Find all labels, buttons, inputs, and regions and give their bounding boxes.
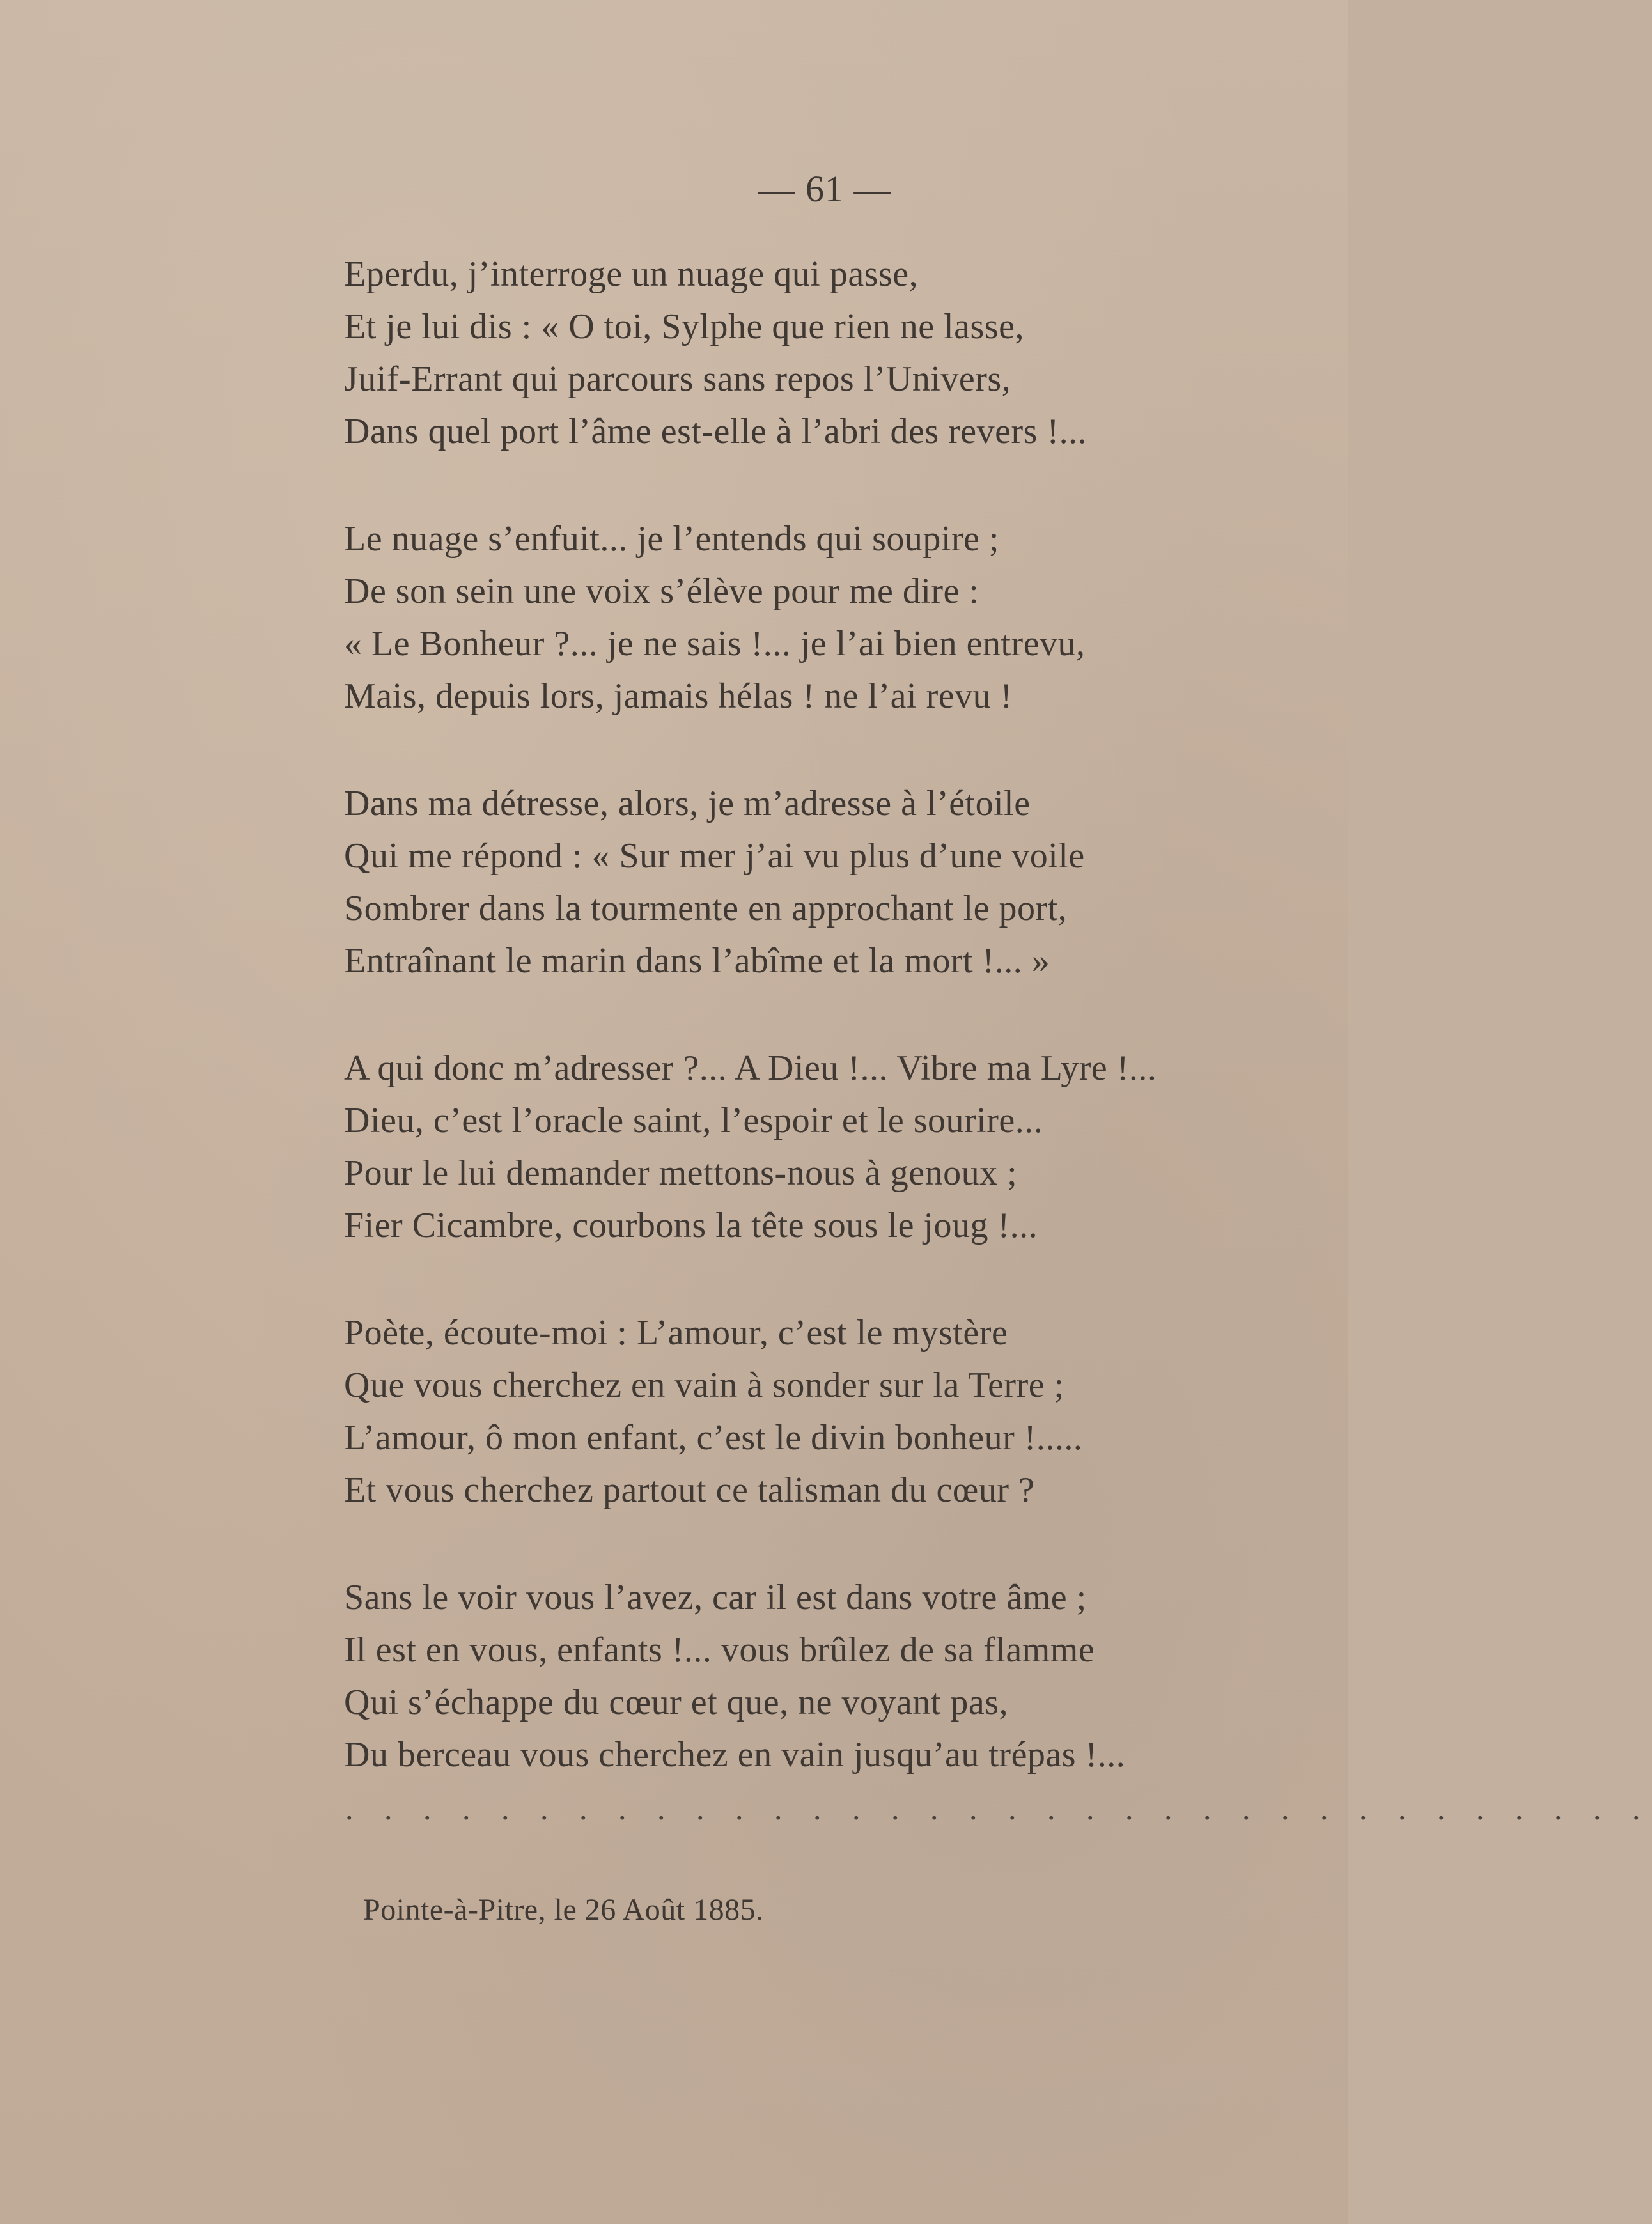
verse-line: Dans ma détresse, alors, je m’adresse à l’étoile [344,784,1031,823]
page-number: — 61 — [758,168,892,210]
verse-line: Juif-Errant qui parcours sans repos l’Univers, [344,359,1011,399]
verse-line: Et vous cherchez partout ce talisman du cœur ? [344,1470,1035,1510]
dotted-separator: . . . . . . . . . . . . . . . . . . . . . . . . . . . . . . . . . . [345,1791,1652,1826]
verse-line: Et je lui dis : « O toi, Sylphe que rien ne lasse, [344,307,1024,346]
verse-line: Pour le lui demander mettons-nous à genoux ; [344,1153,1018,1193]
signature-dateline: Pointe-à-Pitre, le 26 Août 1885. [363,1893,764,1927]
verse-line: Dieu, c’est l’oracle saint, l’espoir et le sourire... [344,1101,1043,1140]
verse-line: Sombrer dans la tourmente en approchant le port, [344,889,1068,928]
verse-line: L’amour, ô mon enfant, c’est le divin bonheur !..... [344,1418,1083,1458]
stanza-3 [344,777,1341,987]
verse-line: De son sein une voix s’élève pour me dire : [344,572,979,611]
verse-line: Qui me répond : « Sur mer j’ai vu plus d’une voile [344,836,1085,876]
verse-line: Entraînant le marin dans l’abîme et la mort !... » [344,941,1050,981]
verse-line: Du berceau vous cherchez en vain jusqu’au trépas !... [344,1735,1126,1775]
verse-line: Dans quel port l’âme est-elle à l’abri des revers !... [344,412,1087,451]
verse-line: « Le Bonheur ?... je ne sais !... je l’ai bien entrevu, [344,624,1086,664]
verse-line: Mais, depuis lors, jamais hélas ! ne l’ai revu ! [344,676,1013,716]
stanza-5 [344,1307,1341,1516]
verse-line: Poète, écoute-moi : L’amour, c’est le mystère [344,1313,1008,1353]
stanza-1 [344,248,1341,458]
verse-line: Que vous cherchez en vain à sonder sur la Terre ; [344,1365,1064,1405]
verse-line: Qui s’échappe du cœur et que, ne voyant pas, [344,1683,1008,1722]
stanza-2 [344,513,1341,722]
stanza-6 [344,1571,1341,1781]
poem [344,248,1652,1836]
stanza-4 [344,1042,1341,1252]
verse-line: Le nuage s’enfuit... je l’entends qui soupire ; [344,519,999,559]
verse-line: Sans le voir vous l’avez, car il est dans votre âme ; [344,1578,1087,1617]
verse-line: Eperdu, j’interroge un nuage qui passe, [344,254,919,294]
verse-line: A qui donc m’adresser ?... A Dieu !... Vibre ma Lyre !... [344,1048,1157,1088]
verse-line: Fier Cicambre, courbons la tête sous le joug !... [344,1206,1038,1245]
verse-line: Il est en vous, enfants !... vous brûlez de sa flamme [344,1630,1095,1670]
